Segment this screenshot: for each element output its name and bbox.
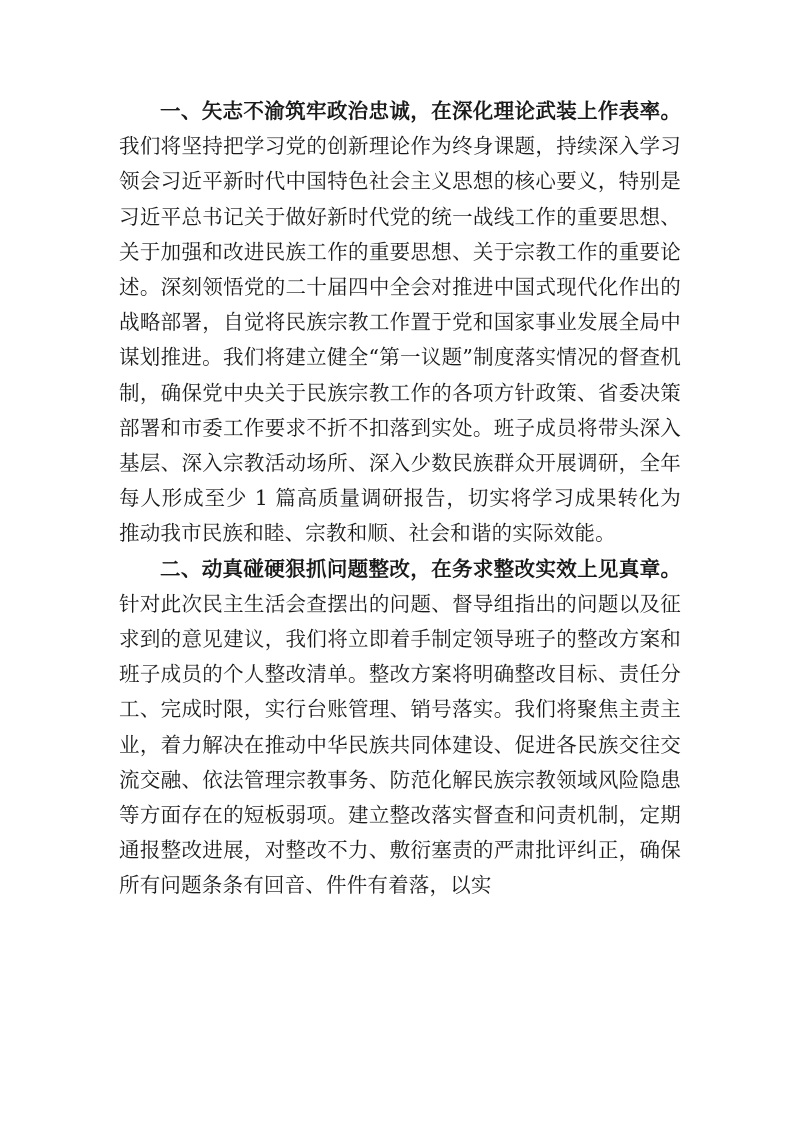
document-body bbox=[119, 94, 681, 904]
section-paragraph-1 bbox=[119, 94, 681, 552]
section-text-1: 我们将坚持把学习党的创新理论作为终身课题，持续深入学习领会习近平新时代中国特色社会主义思想的核心要义，特别是习近平总书记关于做好新时代党的统一战线工作的重要思想、关于加强和改进民族工作的重要思想、关于宗教工作的重要论述。深刻领悟党的二十届四中全会对推进中国式现代化作出的战略部署，自觉将民族宗教工作置于党和国家事业发展全局中谋划推进。我们将建立健全“第一议题”制度落实情况的督查机制，确保党中央关于民族宗教工作的各项方针政策、省委决策部署和市委工作要求不折不扣落到实处。班子成员将带头深入基层、深入宗教活动场所、深入少数民族群众开展调研，全年每人形成至少 1 篇高质量调研报告，切实将学习成果转化为推动我市民族和睦、宗教和顺、社会和谐的实际效能。 bbox=[119, 134, 681, 546]
section-heading-2: 二、动真碰硬狠抓问题整改，在务求整改实效上见真章。 bbox=[160, 556, 681, 581]
section-text-2: 针对此次民主生活会查摆出的问题、督导组指出的问题以及征求到的意见建议，我们将立即着手制定领导班子的整改方案和班子成员的个人整改清单。整改方案将明确整改目标、责任分工、完成时限，实行台账管理、销号落实。我们将聚焦主责主业，着力解决在推动中华民族共同体建设、促进各民族交往交流交融、依法管理宗教事务、防范化解民族宗教领域风险隐患等方面存在的短板弱项。建立整改落实督查和问责机制，定期通报整改进展，对整改不力、敷衍塞责的严肃批评纠正，确保所有问题条条有回音、件件有着落，以实 bbox=[119, 591, 681, 898]
section-paragraph-2 bbox=[119, 552, 681, 904]
section-heading-1: 一、矢志不渝筑牢政治忠诚，在深化理论武装上作表率。 bbox=[160, 99, 681, 123]
